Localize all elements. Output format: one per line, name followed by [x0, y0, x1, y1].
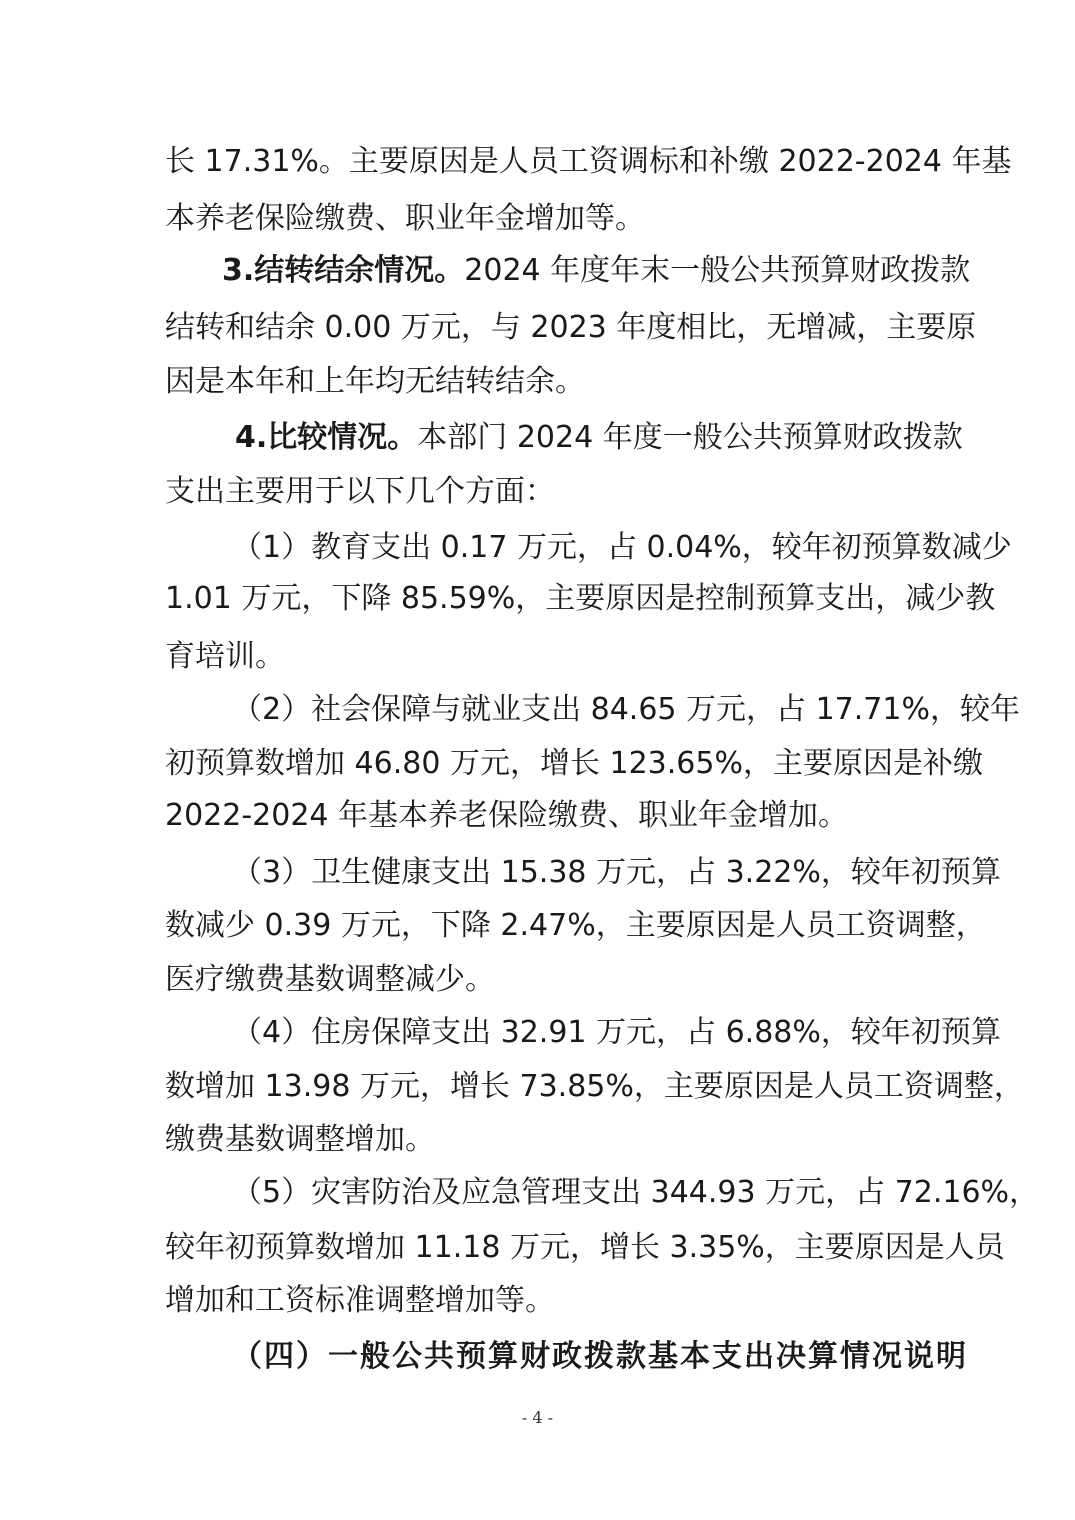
- page-number: - 4 -: [521, 1408, 554, 1427]
- paragraph-line: 育培训。: [165, 639, 285, 674]
- section-heading: （四）一般公共预算财政拨款基本支出决算情况说明: [232, 1339, 968, 1374]
- paragraph-line: 支出主要用于以下几个方面：: [165, 474, 555, 509]
- section-3-text: 2024 年度年末一般公共预算财政拨款: [464, 253, 971, 288]
- paragraph-line: 缴费基数调整增加。: [165, 1122, 435, 1157]
- paragraph-line: 医疗缴费基数调整减少。: [165, 962, 495, 997]
- paragraph-line: 增加和工资标准调整增加等。: [165, 1283, 555, 1318]
- paragraph-line: 1.01 万元，下降 85.59%，主要原因是控制预算支出，减少教: [165, 581, 996, 616]
- paragraph-line: （1）教育支出 0.17 万元，占 0.04%，较年初预算数减少: [232, 530, 1012, 565]
- paragraph-line: （4）住房保障支出 32.91 万元，占 6.88%，较年初预算: [232, 1015, 1001, 1050]
- section-3-title: 3.结转结余情况。: [222, 253, 465, 288]
- paragraph-line: 本养老保险缴费、职业年金增加等。: [165, 201, 645, 236]
- section-3-line: [222, 251, 971, 291]
- paragraph-line: 初预算数增加 46.80 万元，增长 123.65%，主要原因是补缴: [165, 746, 983, 781]
- paragraph-line: （3）卫生健康支出 15.38 万元，占 3.22%，较年初预算: [232, 855, 1001, 890]
- paragraph-line: 结转和结余 0.00 万元，与 2023 年度相比，无增减，主要原: [165, 310, 977, 345]
- section-4-line: [235, 418, 963, 458]
- paragraph-line: （5）灾害防治及应急管理支出 344.93 万元，占 72.16%，: [232, 1175, 1040, 1210]
- section-4-text: 本部门 2024 年度一般公共预算财政拨款: [417, 420, 963, 455]
- paragraph-line: 长 17.31%。主要原因是人员工资调标和补缴 2022-2024 年基: [165, 144, 1012, 179]
- paragraph-line: 较年初预算数增加 11.18 万元，增长 3.35%，主要原因是人员: [165, 1230, 1005, 1265]
- paragraph-line: 2022-2024 年基本养老保险缴费、职业年金增加。: [165, 798, 849, 833]
- paragraph-line: 因是本年和上年均无结转结余。: [165, 364, 585, 399]
- paragraph-line: （2）社会保障与就业支出 84.65 万元，占 17.71%，较年: [232, 692, 1020, 727]
- paragraph-line: 数减少 0.39 万元，下降 2.47%，主要原因是人员工资调整，: [165, 908, 986, 943]
- section-4-title: 4.比较情况。: [235, 420, 418, 455]
- paragraph-line: 数增加 13.98 万元，增长 73.85%，主要原因是人员工资调整，: [165, 1069, 1024, 1104]
